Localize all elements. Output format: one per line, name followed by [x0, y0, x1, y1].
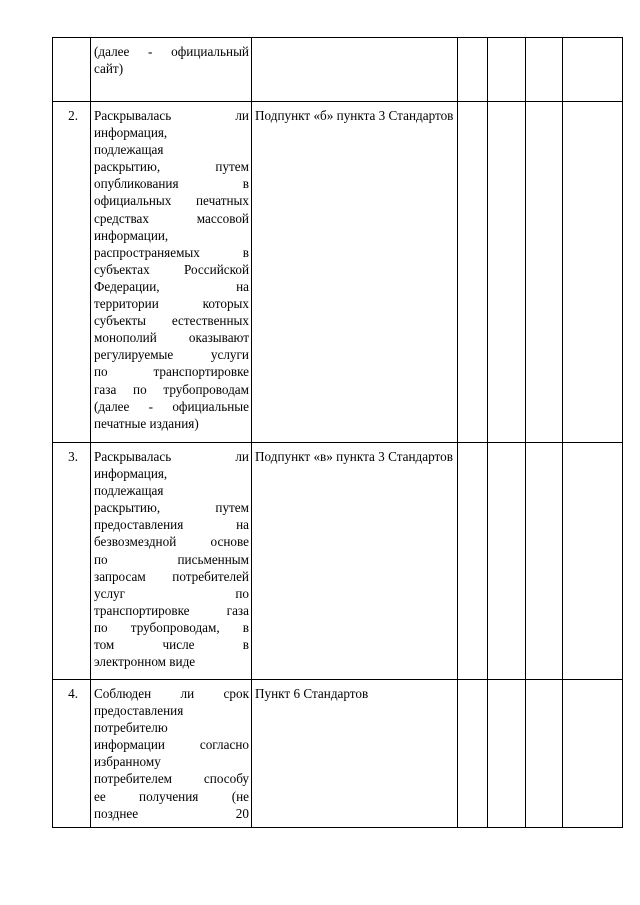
reference-cell: Подпункт «б» пункта 3 Стандартов [252, 102, 458, 443]
answer-na-cell [526, 680, 563, 828]
answer-na-cell [526, 443, 563, 680]
answer-yes-cell [458, 38, 488, 102]
question-line: субъекты естественных [94, 313, 249, 329]
row-number: 2. [53, 102, 91, 443]
question-line: Соблюден ли срок [94, 686, 249, 701]
row-number: 3. [53, 443, 91, 680]
question-line: средствах массовой [94, 210, 249, 226]
question-line: потребителю [94, 720, 168, 736]
question-line: подлежащая [94, 483, 164, 499]
note-cell [563, 443, 623, 680]
question-line: официальных печатных [94, 193, 249, 209]
reference-cell: Подпункт «в» пункта 3 Стандартов [252, 443, 458, 680]
answer-no-cell [488, 38, 526, 102]
question-line: по транспортировке [94, 364, 249, 380]
note-cell [563, 680, 623, 828]
answer-no-cell [488, 680, 526, 828]
question-line: избранному [94, 754, 161, 770]
question-line: Раскрывалась ли [94, 108, 249, 123]
question-cell [91, 102, 252, 443]
row-number: 4. [53, 680, 91, 828]
question-line: услуг по [94, 585, 249, 601]
question-line: том числе в [94, 637, 249, 653]
reference-cell [252, 38, 458, 102]
question-line: раскрытию, путем [94, 159, 249, 175]
question-line: субъектах Российской [94, 261, 249, 277]
question-line: раскрытию, путем [94, 500, 249, 516]
question-line: позднее 20 [94, 805, 249, 821]
question-line: (далее - официальный [94, 44, 249, 59]
question-line: транспортировке газа [94, 602, 249, 618]
question-line: ее получения (не [94, 788, 249, 804]
question-line: по письменным [94, 551, 249, 567]
question-line: опубликования в [94, 176, 249, 192]
question-line: запросам потребителей [94, 568, 249, 584]
question-cell [91, 38, 252, 102]
question-line: территории которых [94, 296, 249, 312]
reference-cell: Пункт 6 Стандартов [252, 680, 458, 828]
table-row [53, 38, 623, 102]
question-cell [91, 680, 252, 828]
checklist-table [52, 37, 623, 828]
question-line: монополий оказывают [94, 330, 249, 346]
answer-yes-cell [458, 102, 488, 443]
answer-na-cell [526, 38, 563, 102]
question-cell [91, 443, 252, 680]
table-row [53, 102, 623, 443]
question-line: Федерации, на [94, 278, 249, 294]
question-line: регулируемые услуги [94, 347, 249, 363]
question-line: газа по трубопроводам [94, 381, 249, 397]
table-row [53, 680, 623, 828]
answer-yes-cell [458, 680, 488, 828]
question-line: предоставления [94, 703, 184, 719]
question-line: (далее - официальные [94, 398, 249, 414]
question-line: информация, [94, 125, 168, 141]
checklist-body [53, 38, 623, 828]
question-line: безвозмездной основе [94, 534, 249, 550]
answer-no-cell [488, 443, 526, 680]
question-line: информации, [94, 227, 169, 243]
answer-no-cell [488, 102, 526, 443]
question-line: печатные издания) [94, 415, 199, 431]
question-line: по трубопроводам, в [94, 619, 249, 635]
question-line: электронном виде [94, 654, 196, 670]
question-line: распространяемых в [94, 244, 249, 260]
row-number [53, 38, 91, 102]
note-cell [563, 102, 623, 443]
question-line: Раскрывалась ли [94, 449, 249, 464]
table-row [53, 443, 623, 680]
question-line: сайт) [94, 61, 124, 77]
question-line: подлежащая [94, 142, 164, 158]
answer-yes-cell [458, 443, 488, 680]
note-cell [563, 38, 623, 102]
question-line: информация, [94, 466, 168, 482]
question-line: информации согласно [94, 737, 249, 753]
question-line: предоставления на [94, 517, 249, 533]
question-line: потребителем способу [94, 771, 249, 787]
answer-na-cell [526, 102, 563, 443]
